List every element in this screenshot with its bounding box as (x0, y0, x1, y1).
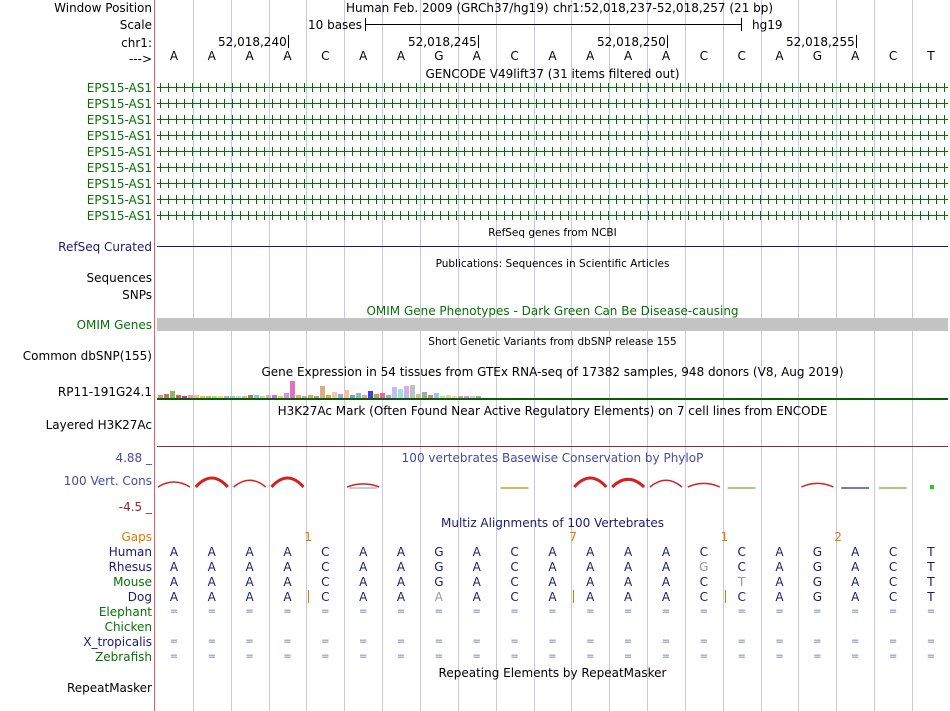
alignment-base: = (169, 651, 179, 662)
dbsnp-label[interactable]: Common dbSNP(155) (22, 349, 152, 363)
gencode-transcript[interactable] (157, 147, 948, 156)
ruler-tick-mark (856, 35, 857, 48)
window-position[interactable]: chr1:52,018,237-52,018,257 (21 bp) (553, 1, 774, 15)
reference-base: C (510, 49, 519, 63)
gtex-track-title[interactable]: Gene Expression in 54 tissues from GTEx RNA-seq of 17382 samples, 948 donors (V8, Aug 2019) (261, 365, 844, 379)
alignment-base: = (623, 606, 633, 617)
alignment-base: G (812, 575, 823, 589)
alignment-base: A (851, 575, 860, 589)
alignment-base: A (169, 560, 179, 574)
alignment-base: A (851, 545, 860, 559)
gencode-track-title[interactable]: GENCODE V49lift37 (31 items filtered out) (425, 67, 680, 81)
alignment-base: = (737, 636, 746, 647)
alignment-base: = (321, 651, 330, 662)
gaps-label: Gaps (121, 530, 152, 544)
phylop-peak (801, 483, 833, 487)
alignment-base: = (245, 636, 254, 647)
alignment-base: = (358, 606, 368, 617)
alignment-base: A (283, 560, 292, 574)
repeatmasker-track-title[interactable]: Repeating Elements by RepeatMasker (438, 666, 667, 680)
alignment-base: = (737, 651, 746, 662)
gencode-item-label[interactable]: EPS15-AS1 (86, 113, 152, 127)
reference-base: A (548, 49, 557, 63)
scale-bar (365, 24, 741, 25)
alignment-base: = (548, 606, 557, 617)
alignment-base: A (472, 545, 481, 559)
alignment-base: T (927, 590, 935, 604)
scale-bar-right-tick (741, 18, 742, 31)
gencode-item-label[interactable]: EPS15-AS1 (86, 161, 152, 175)
gencode-item-label[interactable]: EPS15-AS1 (86, 145, 152, 159)
alignment-base: = (472, 636, 481, 647)
gtex-tissue-bar[interactable] (290, 381, 295, 398)
alignment-base: = (548, 636, 557, 647)
refseq-gene-line[interactable] (157, 246, 948, 247)
gencode-item-label[interactable]: EPS15-AS1 (86, 97, 152, 111)
alignment-base: A (245, 545, 254, 559)
alignment-base: = (888, 636, 898, 647)
reference-base: A (586, 49, 595, 63)
alignment-base: A (359, 560, 368, 574)
alignment-base: G (434, 545, 444, 559)
alignment-base: A (775, 575, 784, 589)
alignment-base: = (510, 636, 519, 647)
alignment-base: A (586, 560, 595, 574)
alignment-base: = (283, 636, 292, 647)
omim-gene-bar[interactable] (157, 318, 948, 331)
h3k27ac-signal-line[interactable] (157, 446, 948, 447)
alignment-base: A (586, 575, 595, 589)
chromosome-label: chr1: (121, 36, 152, 50)
alignment-base: = (434, 651, 444, 662)
alignment-base: C (888, 575, 898, 589)
assembly-name: Human Feb. 2009 (GRCh37/hg19) (346, 1, 549, 15)
strand-arrow-label: ---> (128, 52, 152, 66)
alignment-base: T (927, 560, 935, 574)
ruler-tick-mark (478, 35, 479, 48)
alignment-base: C (737, 560, 746, 574)
alignment-base: G (812, 590, 823, 604)
alignment-base: C (321, 560, 330, 574)
alignment-base: = (358, 651, 368, 662)
gap-count: 1 (304, 530, 312, 544)
gtex-label[interactable]: RP11-191G24.1 (57, 385, 152, 399)
alignment-base: = (548, 651, 557, 662)
reference-base: A (359, 49, 368, 63)
alignment-base: = (510, 651, 519, 662)
phylop-peak (234, 480, 266, 487)
refseq-label[interactable]: RefSeq Curated (58, 240, 152, 254)
gap-count: 1 (720, 530, 729, 544)
alignment-base: = (169, 636, 179, 647)
alignment-base: = (888, 606, 898, 617)
species-label[interactable]: Rhesus (108, 560, 152, 574)
gencode-item-label[interactable]: EPS15-AS1 (86, 209, 152, 223)
alignment-base: = (586, 606, 595, 617)
alignment-base: = (775, 651, 784, 662)
reference-base: C (888, 49, 898, 63)
alignment-base: A (624, 545, 633, 559)
ruler-tick-label: 52,018,255 (786, 35, 855, 49)
alignment-base: = (586, 651, 595, 662)
gencode-transcript[interactable] (157, 179, 948, 188)
alignment-base: A (472, 575, 481, 589)
alignment-base: C (321, 545, 330, 559)
alignment-base: A (586, 545, 595, 559)
alignment-base: C (888, 560, 898, 574)
gtex-tissue-bar[interactable] (344, 390, 349, 398)
sequences-label[interactable]: Sequences (86, 271, 152, 285)
alignment-base: A (775, 560, 784, 574)
species-label[interactable]: Elephant (98, 605, 152, 619)
alignment-base: = (661, 636, 671, 647)
ruler-tick-label: 52,018,250 (597, 35, 666, 49)
alignment-base: A (661, 590, 671, 604)
alignment-base: C (737, 545, 746, 559)
alignment-base: = (207, 636, 216, 647)
gap-count: 7 (569, 530, 577, 544)
alignment-base: C (321, 575, 330, 589)
alignment-base: = (851, 651, 860, 662)
alignment-base: A (207, 560, 216, 574)
gencode-transcript[interactable] (157, 211, 948, 220)
scale-bar-left-tick (365, 18, 366, 31)
alignment-base: = (283, 606, 292, 617)
alignment-base: = (169, 606, 179, 617)
reference-base: A (851, 49, 860, 63)
species-label[interactable]: Human (108, 545, 152, 559)
alignment-base: = (851, 606, 860, 617)
alignment-base: A (169, 545, 179, 559)
scale-label: Scale (119, 18, 152, 32)
reference-base: A (245, 49, 254, 63)
alignment-base: A (548, 560, 557, 574)
insertion-marker (308, 590, 309, 603)
alignment-base: A (851, 590, 860, 604)
alignment-base: C (321, 590, 330, 604)
alignment-base: A (548, 575, 557, 589)
phylop-peak (158, 482, 190, 487)
scale-text: 10 bases (308, 18, 362, 32)
gencode-transcript[interactable] (157, 99, 948, 108)
reference-base: A (661, 49, 671, 63)
alignment-base: A (548, 590, 557, 604)
alignment-base: = (775, 606, 784, 617)
reference-base: A (472, 49, 481, 63)
alignment-base: C (699, 590, 708, 604)
alignment-base: = (813, 606, 822, 617)
gencode-transcript[interactable] (157, 163, 948, 172)
alignment-base: A (851, 560, 860, 574)
phylop-peak (688, 483, 720, 487)
insertion-marker (725, 590, 726, 603)
alignment-base: = (699, 651, 708, 662)
alignment-base: A (624, 590, 633, 604)
alignment-base: A (396, 575, 406, 589)
alignment-base: = (699, 606, 708, 617)
species-label[interactable]: Mouse (113, 575, 152, 589)
alignment-base: = (661, 606, 671, 617)
alignment-base: = (926, 651, 936, 662)
alignment-base: T (738, 575, 746, 589)
reference-base: T (927, 49, 935, 63)
alignment-base: = (396, 651, 406, 662)
phylop-peak (612, 479, 644, 487)
alignment-base: = (813, 636, 822, 647)
alignment-base: A (207, 575, 216, 589)
alignment-base: = (737, 606, 746, 617)
alignment-base: = (472, 651, 481, 662)
alignment-base: C (510, 590, 519, 604)
alignment-base: C (510, 560, 519, 574)
gencode-transcript[interactable] (157, 83, 948, 92)
gencode-item-label[interactable]: EPS15-AS1 (86, 177, 152, 191)
phylop-peak (650, 480, 682, 487)
alignment-base: = (283, 651, 292, 662)
alignment-base: = (396, 636, 406, 647)
reference-base: C (321, 49, 330, 63)
alignment-base: A (359, 545, 368, 559)
alignment-base: A (283, 590, 292, 604)
alignment-base: A (661, 560, 671, 574)
alignment-base: G (812, 545, 823, 559)
alignment-base: G (434, 575, 444, 589)
alignment-base: A (775, 590, 784, 604)
alignment-base: A (207, 590, 216, 604)
gtex-baseline (157, 398, 948, 400)
alignment-base: A (169, 575, 179, 589)
alignment-base: = (207, 606, 216, 617)
alignment-base: = (358, 636, 368, 647)
reference-base: A (624, 49, 633, 63)
ruler-tick-label: 52,018,245 (408, 35, 477, 49)
reference-base: A (396, 49, 406, 63)
reference-base: A (775, 49, 784, 63)
alignment-base: A (586, 590, 595, 604)
alignment-base: G (812, 560, 823, 574)
species-label[interactable]: Chicken (104, 620, 152, 634)
reference-base: G (812, 49, 823, 63)
omim-track-title[interactable]: OMIM Gene Phenotypes - Dark Green Can Be Disease-causing (366, 304, 739, 318)
alignment-base: = (207, 651, 216, 662)
alignment-base: = (699, 636, 708, 647)
alignment-base: A (359, 590, 368, 604)
alignment-base: = (926, 636, 936, 647)
alignment-base: A (472, 560, 481, 574)
dbsnp-track-title[interactable]: Short Genetic Variants from dbSNP release 155 (428, 336, 677, 348)
alignment-base: A (283, 575, 292, 589)
alignment-base: A (245, 590, 254, 604)
alignment-base: = (775, 636, 784, 647)
snps-label[interactable]: SNPs (122, 288, 152, 302)
phylop-track-title[interactable]: 100 vertebrates Basewise Conservation by PhyloP (401, 451, 704, 465)
gencode-item-label[interactable]: EPS15-AS1 (86, 129, 152, 143)
alignment-base: C (888, 590, 898, 604)
reference-base: A (207, 49, 216, 63)
alignment-base: A (661, 575, 671, 589)
alignment-base: = (321, 606, 330, 617)
species-label[interactable]: X_tropicalis (83, 635, 152, 649)
alignment-base: A (472, 590, 481, 604)
alignment-base: A (775, 545, 784, 559)
phylop-label[interactable]: 100 Vert. Cons (63, 474, 152, 488)
reference-base: A (283, 49, 292, 63)
alignment-base: C (510, 545, 519, 559)
gtex-tissue-bar[interactable] (410, 385, 415, 398)
alignment-base: = (661, 651, 671, 662)
gencode-transcript[interactable] (157, 195, 948, 204)
gencode-item-label[interactable]: EPS15-AS1 (86, 193, 152, 207)
alignment-base: = (586, 636, 595, 647)
gtex-tissue-bar[interactable] (404, 386, 409, 398)
alignment-base: = (623, 636, 633, 647)
alignment-base: A (245, 560, 254, 574)
gtex-tissue-bar[interactable] (398, 389, 403, 398)
alignment-base: = (813, 651, 822, 662)
alignment-base: A (283, 545, 292, 559)
h3k27ac-track-title[interactable]: H3K27Ac Mark (Often Found Near Active Regulatory Elements) on 7 cell lines from ENCODE (277, 404, 828, 418)
refseq-track-title[interactable]: RefSeq genes from NCBI (488, 227, 617, 239)
alignment-base: = (434, 606, 444, 617)
alignment-base: T (927, 575, 935, 589)
reference-base: C (699, 49, 708, 63)
gencode-transcript[interactable] (157, 131, 948, 140)
alignment-base: = (888, 651, 898, 662)
gtex-tissue-bar[interactable] (368, 391, 373, 398)
gencode-transcript[interactable] (157, 115, 948, 124)
gtex-tissue-bar[interactable] (320, 386, 325, 398)
alignment-base: A (359, 575, 368, 589)
h3k27ac-label[interactable]: Layered H3K27Ac (45, 418, 152, 432)
alignment-base: A (207, 545, 216, 559)
gap-count: 2 (834, 530, 842, 544)
alignment-base: = (472, 606, 481, 617)
phylop-max-label: 4.88 _ (115, 451, 152, 465)
ruler-tick-label: 52,018,240 (218, 35, 287, 49)
alignment-base: = (623, 651, 633, 662)
alignment-base: A (624, 575, 633, 589)
db-name: hg19 (752, 18, 783, 32)
phylop-conservation-plot[interactable] (0, 470, 950, 500)
alignment-base: = (926, 606, 936, 617)
alignment-base: = (245, 606, 254, 617)
alignment-base: A (434, 590, 443, 604)
alignment-base: A (548, 545, 557, 559)
phylop-min-label: -4.5 _ (118, 500, 152, 514)
omim-label[interactable]: OMIM Genes (76, 318, 152, 332)
alignment-base: A (624, 560, 633, 574)
window-position-label: Window Position (54, 1, 152, 15)
species-label[interactable]: Dog (127, 590, 152, 604)
reference-base: C (737, 49, 746, 63)
alignment-base: G (699, 560, 709, 574)
alignment-base: A (396, 560, 406, 574)
ruler-tick-mark (288, 35, 289, 48)
alignment-base: = (851, 636, 860, 647)
alignment-base: C (888, 545, 898, 559)
publications-track-title[interactable]: Publications: Sequences in Scientific Articles (435, 258, 670, 270)
phylop-peak (196, 478, 228, 487)
ruler-tick-mark (667, 35, 668, 48)
phylop-peak (347, 484, 379, 487)
multiz-track-title[interactable]: Multiz Alignments of 100 Vertebrates (440, 516, 665, 530)
alignment-base: A (661, 545, 671, 559)
alignment-base: A (245, 575, 254, 589)
alignment-base: C (699, 575, 708, 589)
reference-base: G (434, 49, 444, 63)
alignment-base: = (321, 636, 330, 647)
alignment-base: C (510, 575, 519, 589)
gtex-tissue-bar[interactable] (392, 387, 397, 398)
reference-base: A (169, 49, 179, 63)
insertion-marker (573, 590, 574, 603)
gtex-tissue-bar[interactable] (170, 391, 175, 398)
alignment-base: A (396, 545, 406, 559)
alignment-base: = (434, 636, 444, 647)
alignment-base: = (510, 606, 519, 617)
gencode-item-label[interactable]: EPS15-AS1 (86, 81, 152, 95)
alignment-base: A (169, 590, 179, 604)
alignment-base: T (927, 545, 935, 559)
alignment-base: = (396, 606, 406, 617)
phylop-peak (574, 478, 606, 487)
alignment-base: = (245, 651, 254, 662)
species-label[interactable]: Zebrafish (95, 650, 152, 664)
alignment-base: C (737, 590, 746, 604)
alignment-base: C (699, 545, 708, 559)
phylop-peak (271, 478, 303, 487)
repeatmasker-label[interactable]: RepeatMasker (66, 681, 152, 695)
alignment-base: G (434, 560, 444, 574)
alignment-base: A (396, 590, 406, 604)
phylop-point (930, 485, 934, 489)
